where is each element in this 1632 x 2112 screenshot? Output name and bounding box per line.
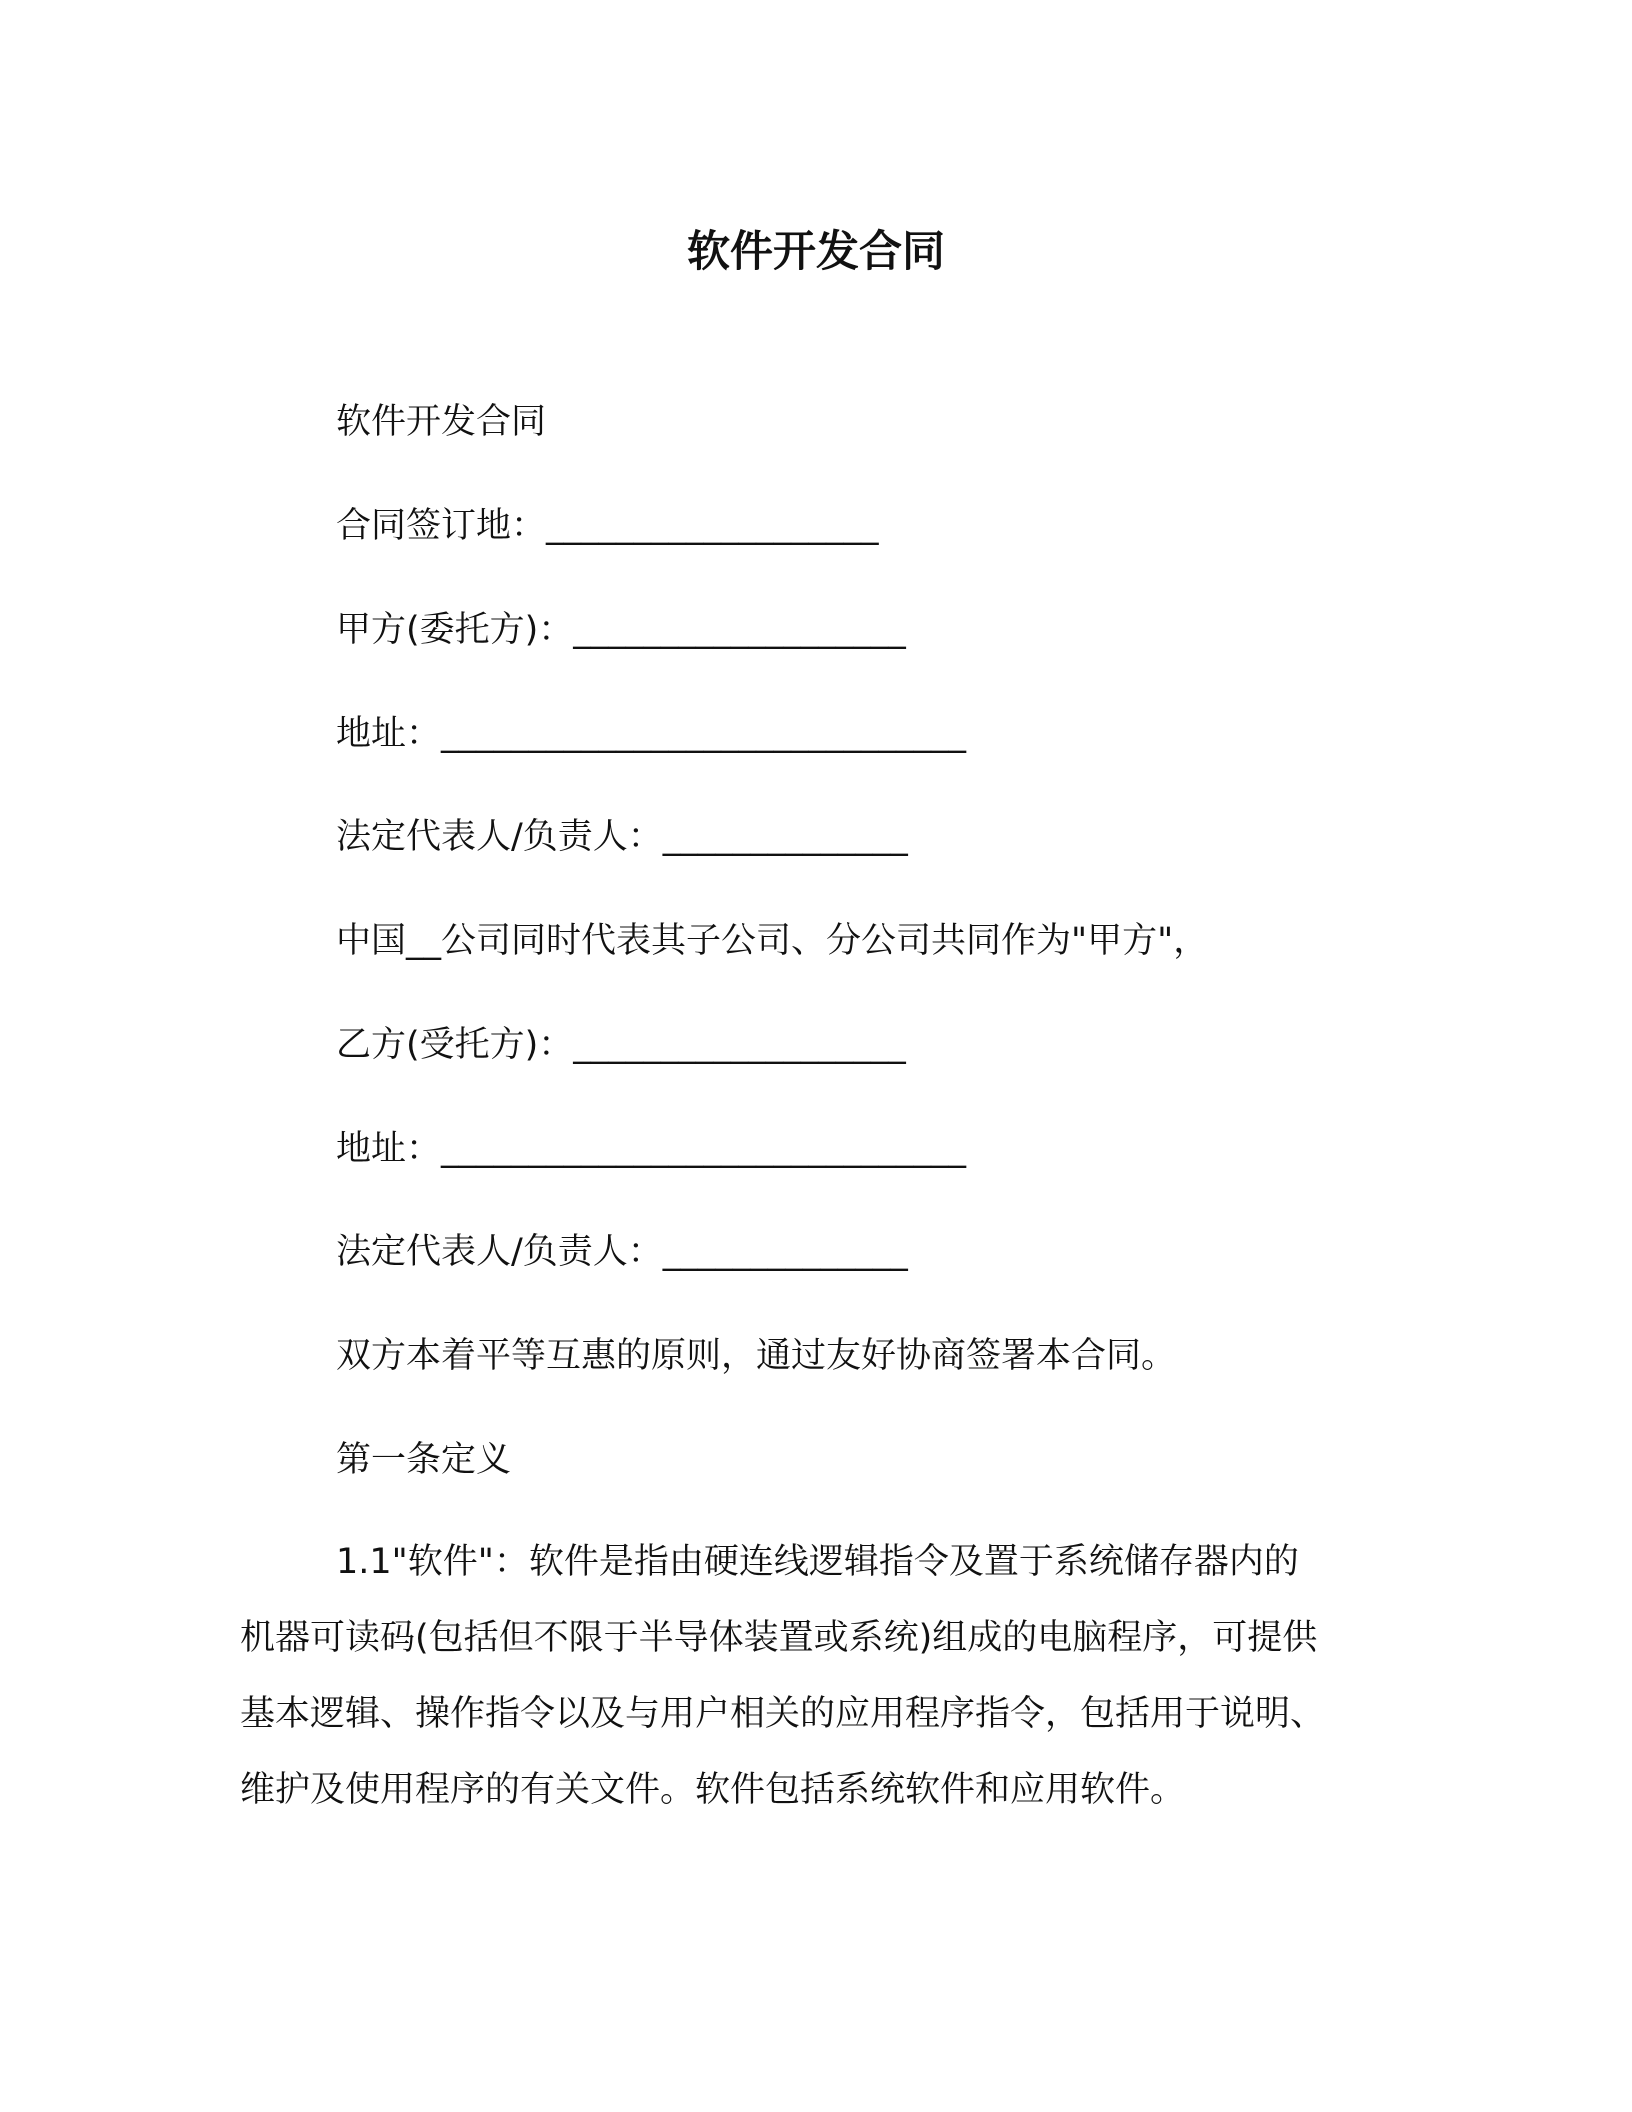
contract-heading: 软件开发合同: [336, 402, 547, 442]
clause-1-1-line: 维护及使用程序的有关文件。软件包括系统软件和应用软件。: [240, 1770, 1186, 1810]
agreement-statement: 双方本着平等互惠的原则，通过友好协商签署本合同。: [336, 1336, 1177, 1376]
party-a-field: 甲方(委托方)：___________________: [336, 610, 906, 650]
party-b-address-field: 地址：______________________________: [336, 1129, 967, 1169]
party-b-representative-field: 法定代表人/负责人：______________: [336, 1232, 908, 1272]
clause-1-1-line: 机器可读码(包括但不限于半导体装置或系统)组成的电脑程序，可提供: [240, 1618, 1318, 1658]
clause-1-1-line: 1.1"软件"：软件是指由硬连线逻辑指令及置于系统储存器内的: [336, 1542, 1299, 1582]
signing-place-field: 合同签订地：___________________: [336, 506, 879, 546]
clause-1-1-line: 基本逻辑、操作指令以及与用户相关的应用程序指令，包括用于说明、: [240, 1694, 1326, 1734]
party-a-address-field: 地址：______________________________: [336, 714, 967, 754]
document-title: 软件开发合同: [687, 227, 945, 277]
party-a-representative-field: 法定代表人/负责人：______________: [336, 817, 908, 857]
party-a-note: 中国__公司同时代表其子公司、分公司共同作为"甲方"，: [336, 921, 1209, 961]
party-b-field: 乙方(受托方)：___________________: [336, 1025, 906, 1065]
article-1-heading: 第一条定义: [336, 1440, 512, 1480]
